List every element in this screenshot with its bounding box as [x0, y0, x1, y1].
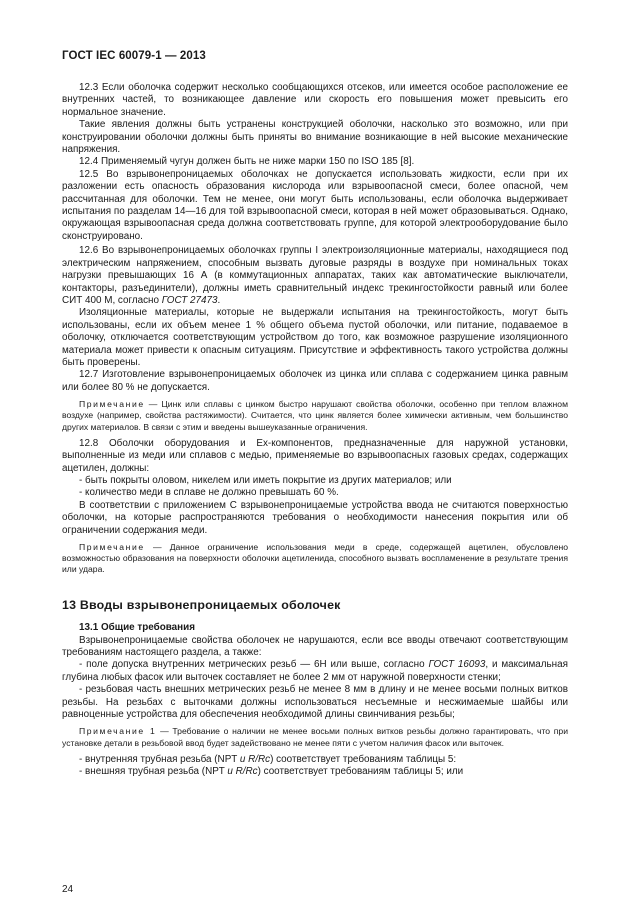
section-13-title: 13 Вводы взрывонепроницаемых оболочек [62, 597, 341, 612]
paragraph-12-3: 12.3 Если оболочка содержит несколько сообщающихся отсеков, или имеется особое расположение ее внутренних частей, то возникающее давление или скорость его повышения может превысить его нормальное значение. [62, 82, 568, 118]
note-label: Примечание [79, 399, 145, 410]
paragraph-12-6-cont: Изоляционные материалы, которые не выдержали испытания на трекингостойкость, могут быть использованы, если их объем менее 1 % общего объема пустой оболочки, или питание, подаваемое в оболочку, отключается соответствующим устройством до того, как возможное разрушение изоляционного материала может привести к опасным ситуациям. Присутствие и эффективность такого устройства должны быть проверены. [62, 307, 568, 368]
paragraph-13-1: Взрывонепроницаемые свойства оболочек не нарушаются, если все вводы отвечают соответствующим требованиям настоящего раздела, а также: [62, 634, 568, 659]
list-item: - поле допуска внутренних метрических резьб — 6Н или выше, согласно ГОСТ 16093, и максимальная глубина любых фасок или выточек составляет не более 2 мм от наружной поверхности стенки; [62, 659, 568, 683]
page-number: 24 [62, 884, 74, 895]
standard-reference[interactable]: ГОСТ 16093 [428, 659, 486, 671]
document-page [62, 50, 568, 779]
paragraph-12-4: 12.4 Применяемый чугун должен быть не ниже марки 150 по ISO 185 [8]. [79, 156, 415, 168]
note-text: — Цинк или сплавы с цинком быстро нарушают свойства оболочки, особенно при теплом влажном воздухе (например, свойства растяжимости). Считается, что цинк является более химически активным, чем большинство других материалов. В связи с этим и введены вышеуказанные ограничения. [62, 399, 568, 432]
list-item: - внешняя трубная резьба (NPT и R/Rc) соответствует требованиям таблицы 5; или [79, 766, 464, 778]
list-item: - резьбовая часть внешних метрических резьб не менее 8 мм в длину и не менее восьми полных витков резьбы. На резьбах с выточками должны использоваться несъемные и несжимаемые шайбы или равноценные устройства для обеспечения необходимой длины свинчивания резьбы; [62, 684, 568, 721]
note-1 [62, 726, 568, 748]
paragraph-12-8: 12.8 Оболочки оборудования и Ex-компонентов, предназначенные для наружной установки, выполненные из меди или сплавов с медью, применяемые во взрывоопасных газовых средах, содержащих ацетилен, должны: [62, 437, 568, 474]
paragraph-12-6-text: 12.6 Во взрывонепроницаемых оболочках группы I электроизоляционные материалы, находящиеся под электрическим напряжением, способным вызвать дуговые разряды в воздухе при номинальных токах нагрузки превышающих 16 А (в коммутационных аппаратах, таких как автоматические выключатели, контакторы, разъединители), должны иметь сравнительный индекс трекингостойкости равный или более СИТ 400 М, согласно [62, 245, 568, 306]
note-copper [62, 542, 568, 576]
list-item: - количество меди в сплаве не должно превышать 60 %. [79, 487, 339, 499]
note-label: Примечание 1 [79, 726, 157, 737]
list-item: - внутренняя трубная резьба (NPT и R/Rc) соответствует требованиям таблицы 5: [79, 753, 457, 765]
note-text: — Требование о наличии не менее восьми полных витков резьбы должно гарантировать, что при установке детали в резьбовой ввод будет задействовано не менее пяти с учетом наличия фасок или выточек. [62, 726, 569, 748]
paragraph-12-5: 12.5 Во взрывонепроницаемых оболочках не допускается использовать жидкости, если при их разложении есть опасность образования кислорода или взрывоопасной смеси, более опасной, чем рассчитанная для оболочки. Тем не менее, они могут быть использованы, если оболочка выдерживает испытания по разделам 14—16 для той взрывоопасной смеси, которая в ней может образовываться. Однако, окружающая взрывоопасная среда должна соответствовать группе, для которой электрооборудование было сконструировано. [62, 168, 568, 242]
note-text: — Данное ограничение использования меди в среде, содержащей ацетилен, обусловлено возможностью образования на поверхности оболочки ацетиленида, способного вызвать воспламенение в результате трения или удара. [62, 542, 568, 575]
paragraph-12-7: 12.7 Изготовление взрывонепроницаемых оболочек из цинка или сплава с содержанием цинка равным или более 80 % не допускается. [62, 369, 568, 393]
paragraph-12-3-cont: Такие явления должны быть устранены конструкцией оболочки, насколько это возможно, или при конструировании оболочки должны быть приняты во внимание возникающие в ней высокие механические напряжения. [62, 119, 568, 156]
list-item: - быть покрыты оловом, никелем или иметь покрытие из других материалов; или [79, 474, 452, 486]
standard-reference[interactable]: ГОСТ 27473 [161, 294, 218, 306]
subsection-13-1-title: 13.1 Общие требования [79, 621, 195, 633]
note-zinc [62, 399, 568, 433]
paragraph-12-8-cont: В соответствии с приложением С взрывонепроницаемые устройства ввода не считаются поверхностью оболочки, на которые распространяются требования о необходимости нанесения покрытия или об ограничении содержания меди. [62, 499, 568, 536]
paragraph-12-6: 12.6 Во взрывонепроницаемых оболочках группы I электроизоляционные материалы, находящиеся под электрическим напряжением, способным вызвать дуговые разряды в воздухе при номинальных токах нагрузки превышающих 16 А (в коммутационных аппаратах, таких как автоматические выключатели, контакторы, разъединители), должны иметь сравнительный индекс трекингостойкости равный или более СИТ 400 М, согласно ГОСТ 27473. [62, 245, 568, 306]
note-label: Примечание [79, 542, 145, 553]
running-header: ГОСТ IEC 60079-1 — 2013 [62, 50, 206, 62]
